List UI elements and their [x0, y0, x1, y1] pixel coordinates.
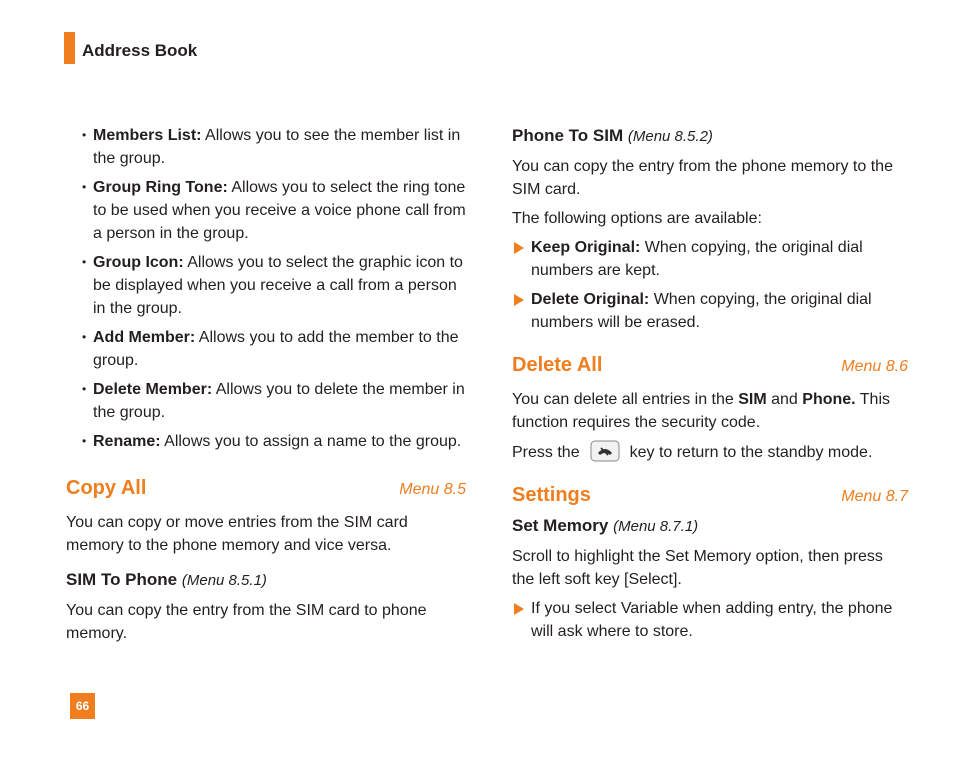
copy-all-heading	[66, 475, 466, 501]
sim-to-phone-body: You can copy the entry from the SIM card to phone memory.	[66, 602, 427, 642]
option-delete-original: Delete Original: When copying, the original dial numbers will be erased.	[512, 288, 908, 334]
bullet-dot: •	[82, 434, 87, 448]
header-accent-bar	[64, 32, 75, 64]
end-call-key-icon	[590, 440, 620, 462]
delete-all-press-instruction: Press the key to return to the standby mode.	[512, 440, 908, 464]
right-column	[512, 124, 908, 649]
settings-title: Settings	[512, 484, 591, 506]
copy-all-body: You can copy or move entries from the SIM card memory to the phone memory and vice versa.	[66, 514, 408, 554]
delete-all-heading	[512, 352, 908, 378]
sim-to-phone-title: SIM To Phone	[66, 570, 178, 589]
phone-to-sim-heading	[512, 124, 908, 149]
left-column	[66, 124, 466, 645]
bullet-rename: • Rename: Allows you to assign a name to the group.	[66, 430, 466, 453]
bullet-dot: •	[82, 330, 87, 344]
bullet-dot: •	[82, 255, 87, 269]
bullet-delete-member: • Delete Member: Allows you to delete the member in the group.	[66, 378, 466, 424]
phone-to-sim-menu: (Menu 8.5.2)	[627, 128, 713, 145]
bullet-members-list: • Members List: Allows you to see the member list in the group.	[66, 124, 466, 170]
phone-to-sim-title: Phone To SIM	[512, 126, 624, 145]
options-intro: The following options are available:	[512, 210, 762, 227]
bullet-group-icon: • Group Icon: Allows you to select the graphic icon to be displayed when you receive a call from a person in the group.	[66, 251, 466, 320]
set-memory-body: Scroll to highlight the Set Memory option, then press the left soft key [Select].	[512, 548, 883, 588]
settings-heading	[512, 482, 908, 508]
option-keep-original: Keep Original: When copying, the original dial numbers are kept.	[512, 236, 908, 282]
page-header-title: Address Book	[82, 41, 198, 60]
bullet-dot: •	[82, 382, 87, 396]
sim-to-phone-heading	[66, 568, 466, 593]
delete-all-title: Delete All	[512, 354, 603, 376]
delete-all-menu: Menu 8.6	[841, 358, 908, 375]
sim-to-phone-menu: (Menu 8.5.1)	[181, 572, 267, 589]
arrow-bullet-icon	[514, 242, 524, 254]
copy-all-title: Copy All	[66, 477, 147, 499]
bullet-add-member: • Add Member: Allows you to add the member to the group.	[66, 326, 466, 372]
bullet-dot: •	[82, 128, 87, 142]
copy-all-menu: Menu 8.5	[399, 481, 466, 498]
delete-all-body: You can delete all entries in the SIM and Phone. This function requires the security code.	[512, 391, 891, 431]
set-memory-note: If you select Variable when adding entry, the phone will ask where to store.	[512, 597, 908, 643]
set-memory-title: Set Memory	[512, 516, 609, 535]
bullet-dot: •	[82, 180, 87, 194]
phone-to-sim-body: You can copy the entry from the phone memory to the SIM card.	[512, 158, 893, 198]
arrow-bullet-icon	[514, 294, 524, 306]
set-memory-menu: (Menu 8.7.1)	[613, 518, 699, 535]
settings-menu: Menu 8.7	[841, 488, 908, 505]
arrow-bullet-icon	[514, 603, 524, 615]
page-number-badge: 66	[70, 693, 95, 719]
set-memory-heading	[512, 514, 908, 539]
bullet-group-ring-tone: • Group Ring Tone: Allows you to select the ring tone to be used when you receive a voice phone call from a person in the group.	[66, 176, 466, 245]
